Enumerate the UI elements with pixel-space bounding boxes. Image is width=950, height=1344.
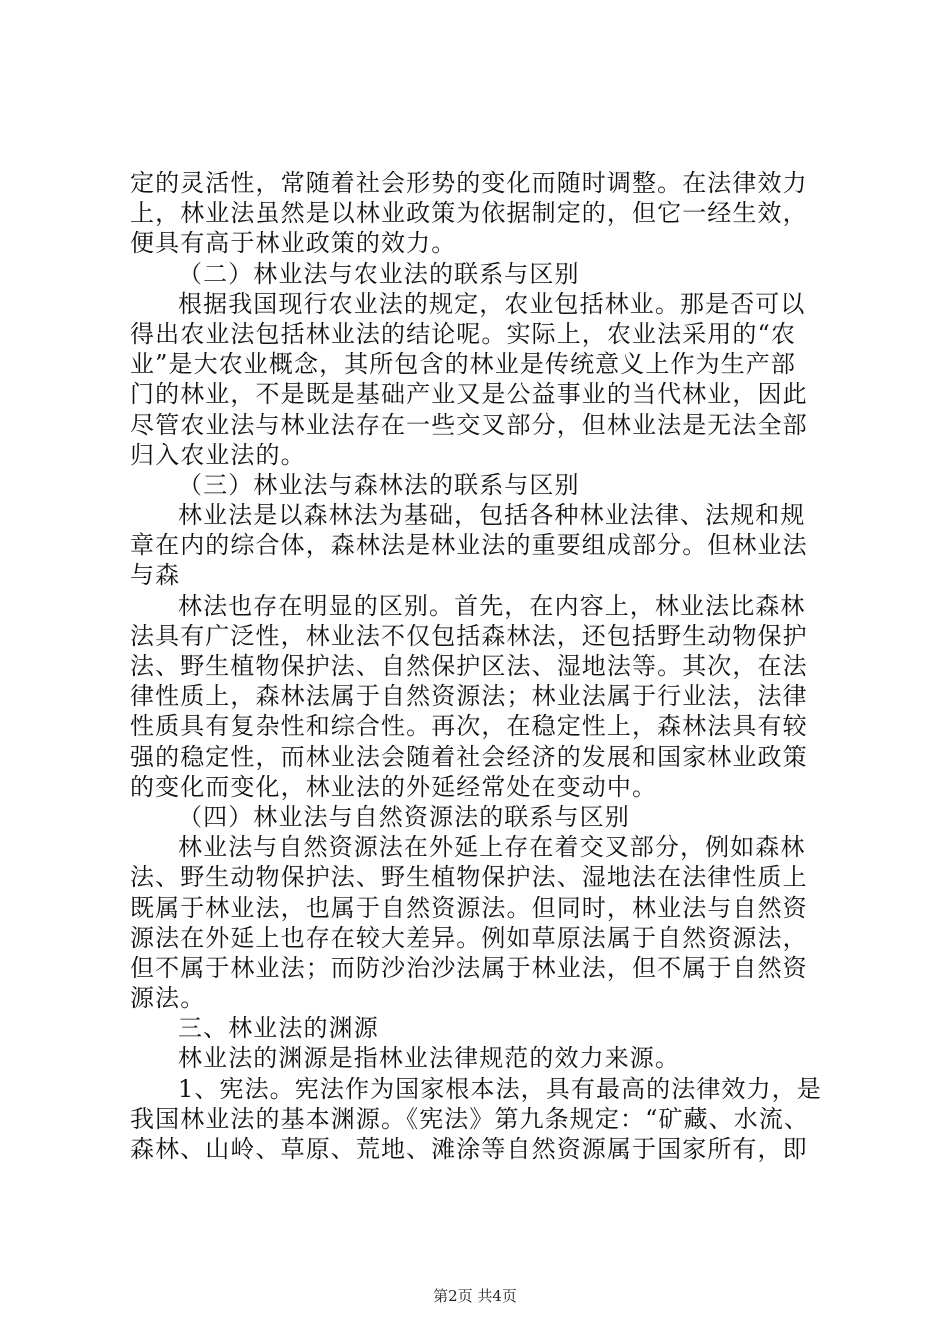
text-line: 林业法的渊源是指林业法律规范的效力来源。 xyxy=(178,1044,680,1073)
text-line: （四）林业法与自然资源法的联系与区别 xyxy=(178,802,630,831)
document-body xyxy=(130,168,830,1164)
text-line: （二）林业法与农业法的联系与区别 xyxy=(178,259,580,288)
text-line: 林业法是以森林法为基础，包括各种林业法律、法规和规 xyxy=(178,501,806,530)
text-line: 得出农业法包括林业法的结论呢。实际上，农业法采用的“农 xyxy=(130,319,796,348)
text-line: 归入农业法的。 xyxy=(130,440,306,469)
text-line: 1、宪法。宪法作为国家根本法，具有最高的法律效力，是 xyxy=(178,1074,822,1103)
text-line: 林法也存在明显的区别。首先，在内容上，林业法比森林 xyxy=(178,591,806,620)
page-number-label: 第2页 共4页 xyxy=(433,1287,517,1305)
text-line: 门的林业，不是既是基础产业又是公益事业的当代林业，因此 xyxy=(130,380,808,409)
text-line: 我国林业法的基本渊源。《宪法》第九条规定：“矿藏、水流、 xyxy=(130,1104,810,1133)
text-line: 根据我国现行农业法的规定，农业包括林业。那是否可以 xyxy=(178,289,806,318)
text-line: 业”是大农业概念，其所包含的林业是传统意义上作为生产部 xyxy=(130,350,796,379)
text-line: 性质具有复杂性和综合性。再次，在稳定性上，森林法具有较 xyxy=(130,712,808,741)
page-footer xyxy=(0,1286,950,1306)
text-line: 三、林业法的渊源 xyxy=(178,1014,379,1043)
text-line: 林业法与自然资源法在外延上存在着交叉部分，例如森林 xyxy=(178,833,806,862)
text-line: 森林、山岭、草原、荒地、滩涂等自然资源属于国家所有，即 xyxy=(130,1135,808,1163)
text-line: 源法在外延上也存在较大差异。例如草原法属于自然资源法， xyxy=(130,923,808,952)
text-line: 尽管农业法与林业法存在一些交叉部分，但林业法是无法全部 xyxy=(130,410,808,439)
text-line: （三）林业法与森林法的联系与区别 xyxy=(178,470,580,499)
text-line: 章在内的综合体，森林法是林业法的重要组成部分。但林业法 xyxy=(130,531,808,560)
text-line: 法、野生动物保护法、野生植物保护法、湿地法在法律性质上 xyxy=(130,863,808,892)
text-line: 既属于林业法，也属于自然资源法。但同时，林业法与自然资 xyxy=(130,893,808,922)
text-line: 上，林业法虽然是以林业政策为依据制定的，但它一经生效， xyxy=(130,199,808,228)
text-line: 与森 xyxy=(130,561,181,590)
text-line: 便具有高于林业政策的效力。 xyxy=(130,229,457,258)
text-line: 强的稳定性，而林业法会随着社会经济的发展和国家林业政策 xyxy=(130,742,808,771)
text-line: 定的灵活性，常随着社会形势的变化而随时调整。在法律效力 xyxy=(130,169,808,197)
text-line: 源法。 xyxy=(130,984,206,1013)
text-line: 但不属于林业法；而防沙治沙法属于林业法，但不属于自然资 xyxy=(130,953,808,982)
text-line: 法、野生植物保护法、自然保护区法、湿地法等。其次，在法 xyxy=(130,652,808,680)
text-line: 律性质上，森林法属于自然资源法；林业法属于行业法，法律 xyxy=(130,682,808,711)
text-line: 法具有广泛性，林业法不仅包括森林法，还包括野生动物保护 xyxy=(130,621,808,650)
text-line: 的变化而变化，林业法的外延经常处在变动中。 xyxy=(130,772,658,801)
